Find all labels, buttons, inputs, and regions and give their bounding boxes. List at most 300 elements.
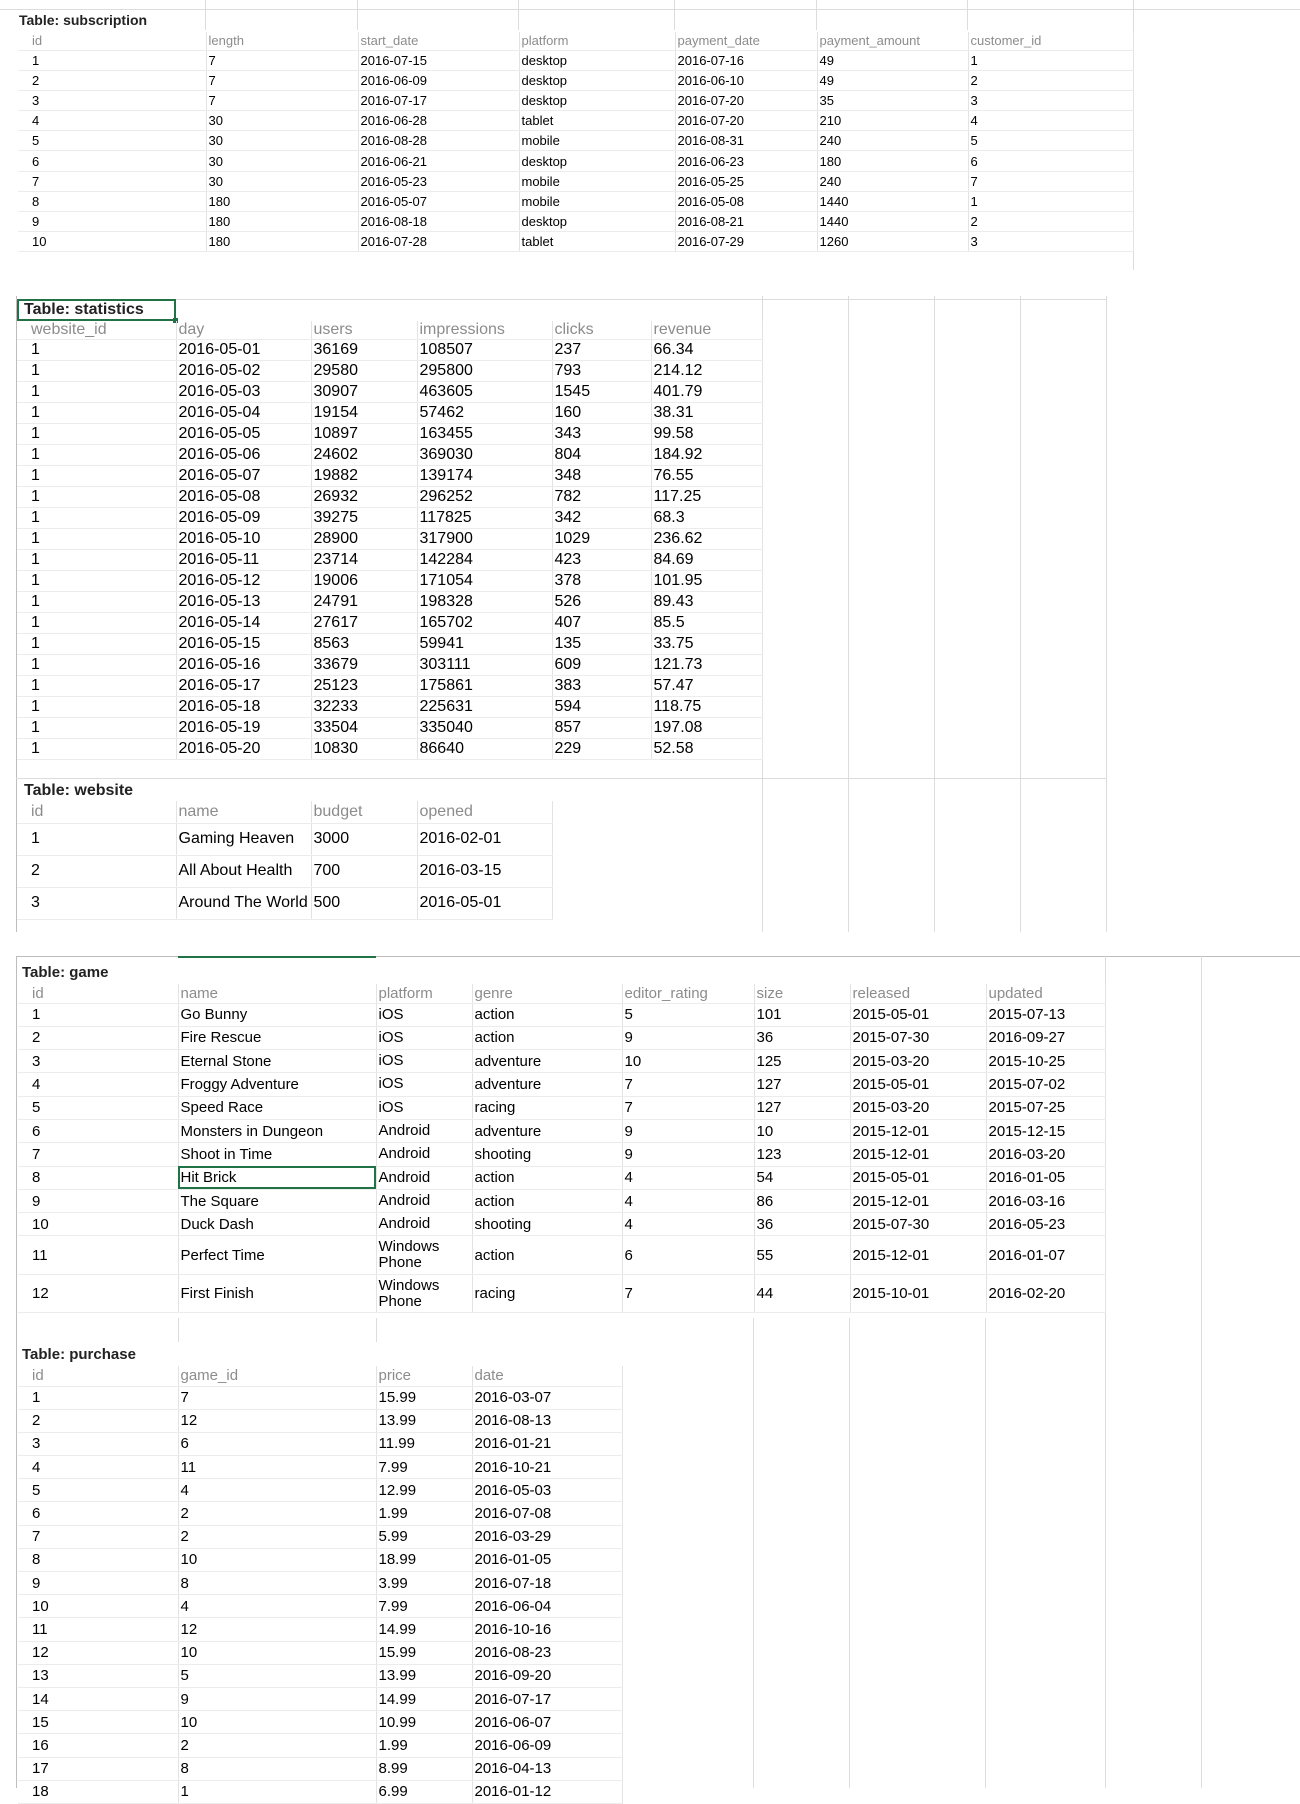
website-header-opened[interactable]: opened	[417, 801, 552, 823]
subscription-header-length[interactable]: length	[206, 32, 358, 50]
statistics-cell-users[interactable]: 19006	[311, 571, 417, 592]
game-cell-id[interactable]: 5	[18, 1096, 178, 1119]
website-cell-name[interactable]: Around The World	[176, 887, 311, 919]
statistics-cell-website-id[interactable]: 1	[17, 361, 176, 382]
game-cell-id[interactable]: 4	[18, 1073, 178, 1096]
purchase-cell-date[interactable]: 2016-09-20	[472, 1664, 622, 1687]
statistics-cell-clicks[interactable]: 229	[552, 739, 651, 760]
subscription-cell-payment-date[interactable]: 2016-07-20	[675, 111, 817, 131]
purchase-cell-price[interactable]: 15.99	[376, 1386, 472, 1409]
game-header-platform[interactable]: platform	[376, 984, 472, 1003]
game-cell-size[interactable]: 127	[754, 1096, 850, 1119]
subscription-cell-customer-id[interactable]: 6	[968, 151, 1133, 171]
game-cell-released[interactable]: 2015-07-30	[850, 1213, 986, 1236]
subscription-cell-platform[interactable]: desktop	[519, 151, 675, 171]
statistics-cell-impressions[interactable]: 303111	[417, 655, 552, 676]
subscription-cell-payment-date[interactable]: 2016-06-10	[675, 70, 817, 90]
game-cell-released[interactable]: 2015-05-01	[850, 1003, 986, 1026]
statistics-cell-clicks[interactable]: 594	[552, 697, 651, 718]
game-cell-updated[interactable]: 2016-05-23	[986, 1213, 1105, 1236]
statistics-cell-revenue[interactable]: 117.25	[651, 487, 762, 508]
purchase-cell-date[interactable]: 2016-04-13	[472, 1757, 622, 1780]
purchase-cell-date[interactable]: 2016-10-21	[472, 1456, 622, 1479]
statistics-cell-day[interactable]: 2016-05-05	[176, 424, 311, 445]
subscription-header-payment-amount[interactable]: payment_amount	[817, 32, 968, 50]
subscription-cell-id[interactable]: 8	[18, 191, 206, 211]
statistics-header-day[interactable]: day	[176, 321, 311, 340]
purchase-cell-game-id[interactable]: 8	[178, 1572, 376, 1595]
game-cell-platform[interactable]: iOS	[376, 1003, 472, 1026]
game-cell-size[interactable]: 44	[754, 1275, 850, 1313]
game-cell-platform[interactable]: Android	[376, 1119, 472, 1142]
game-cell-name[interactable]: Eternal Stone	[178, 1050, 376, 1073]
statistics-cell-revenue[interactable]: 38.31	[651, 403, 762, 424]
subscription-cell-length[interactable]: 30	[206, 111, 358, 131]
statistics-cell-day[interactable]: 2016-05-19	[176, 718, 311, 739]
game-cell-name[interactable]: Go Bunny	[178, 1003, 376, 1026]
game-cell-released[interactable]: 2015-12-01	[850, 1189, 986, 1212]
purchase-cell-game-id[interactable]: 12	[178, 1409, 376, 1432]
purchase-cell-date[interactable]: 2016-05-03	[472, 1479, 622, 1502]
statistics-cell-clicks[interactable]: 342	[552, 508, 651, 529]
subscription-cell-payment-date[interactable]: 2016-05-08	[675, 191, 817, 211]
subscription-cell-platform[interactable]: tablet	[519, 111, 675, 131]
game-cell-id[interactable]: 10	[18, 1213, 178, 1236]
purchase-cell-date[interactable]: 2016-08-13	[472, 1409, 622, 1432]
purchase-cell-price[interactable]: 13.99	[376, 1664, 472, 1687]
purchase-cell-game-id[interactable]: 10	[178, 1641, 376, 1664]
game-cell-released[interactable]: 2015-12-01	[850, 1143, 986, 1166]
statistics-cell-users[interactable]: 30907	[311, 382, 417, 403]
subscription-cell-payment-date[interactable]: 2016-06-23	[675, 151, 817, 171]
statistics-cell-website-id[interactable]: 1	[17, 592, 176, 613]
statistics-cell-revenue[interactable]: 184.92	[651, 445, 762, 466]
purchase-cell-date[interactable]: 2016-06-04	[472, 1595, 622, 1618]
subscription-cell-length[interactable]: 30	[206, 171, 358, 191]
game-cell-name[interactable]: Fire Rescue	[178, 1026, 376, 1049]
statistics-cell-impressions[interactable]: 108507	[417, 340, 552, 361]
statistics-cell-users[interactable]: 24602	[311, 445, 417, 466]
game-cell-released[interactable]: 2015-05-01	[850, 1073, 986, 1096]
purchase-header-date[interactable]: date	[472, 1366, 622, 1386]
subscription-cell-start-date[interactable]: 2016-08-28	[358, 131, 519, 151]
statistics-cell-users[interactable]: 33504	[311, 718, 417, 739]
purchase-cell-price[interactable]: 7.99	[376, 1595, 472, 1618]
statistics-cell-day[interactable]: 2016-05-15	[176, 634, 311, 655]
statistics-title[interactable]: Table: statistics	[24, 301, 144, 318]
purchase-cell-price[interactable]: 5.99	[376, 1525, 472, 1548]
game-cell-editor-rating[interactable]: 4	[622, 1189, 754, 1212]
purchase-cell-id[interactable]: 1	[18, 1386, 178, 1409]
statistics-cell-day[interactable]: 2016-05-08	[176, 487, 311, 508]
statistics-header-users[interactable]: users	[311, 321, 417, 340]
game-cell-genre[interactable]: adventure	[472, 1050, 622, 1073]
purchase-cell-date[interactable]: 2016-06-09	[472, 1734, 622, 1757]
game-cell-updated[interactable]: 2016-03-16	[986, 1189, 1105, 1212]
subscription-cell-customer-id[interactable]: 1	[968, 191, 1133, 211]
purchase-cell-price[interactable]: 13.99	[376, 1409, 472, 1432]
game-cell-id[interactable]: 11	[18, 1236, 178, 1275]
game-cell-editor-rating[interactable]: 5	[622, 1003, 754, 1026]
statistics-cell-users[interactable]: 25123	[311, 676, 417, 697]
subscription-cell-platform[interactable]: tablet	[519, 232, 675, 252]
statistics-header-impressions[interactable]: impressions	[417, 321, 552, 340]
purchase-cell-game-id[interactable]: 11	[178, 1456, 376, 1479]
purchase-cell-game-id[interactable]: 12	[178, 1618, 376, 1641]
game-cell-updated[interactable]: 2015-07-25	[986, 1096, 1105, 1119]
website-header-id[interactable]: id	[17, 801, 176, 823]
statistics-cell-revenue[interactable]: 197.08	[651, 718, 762, 739]
game-cell-genre[interactable]: racing	[472, 1275, 622, 1313]
statistics-cell-website-id[interactable]: 1	[17, 529, 176, 550]
subscription-cell-platform[interactable]: mobile	[519, 171, 675, 191]
purchase-cell-price[interactable]: 14.99	[376, 1618, 472, 1641]
statistics-cell-impressions[interactable]: 317900	[417, 529, 552, 550]
purchase-cell-price[interactable]: 1.99	[376, 1734, 472, 1757]
statistics-cell-website-id[interactable]: 1	[17, 655, 176, 676]
purchase-cell-id[interactable]: 13	[18, 1664, 178, 1687]
purchase-cell-price[interactable]: 8.99	[376, 1757, 472, 1780]
subscription-cell-start-date[interactable]: 2016-07-17	[358, 90, 519, 110]
statistics-cell-impressions[interactable]: 142284	[417, 550, 552, 571]
purchase-header-id[interactable]: id	[18, 1366, 178, 1386]
game-cell-genre[interactable]: racing	[472, 1096, 622, 1119]
statistics-cell-website-id[interactable]: 1	[17, 676, 176, 697]
subscription-cell-length[interactable]: 180	[206, 212, 358, 232]
statistics-cell-users[interactable]: 32233	[311, 697, 417, 718]
purchase-cell-game-id[interactable]: 2	[178, 1502, 376, 1525]
purchase-cell-game-id[interactable]: 2	[178, 1734, 376, 1757]
statistics-cell-clicks[interactable]: 378	[552, 571, 651, 592]
subscription-cell-payment-amount[interactable]: 210	[817, 111, 968, 131]
subscription-cell-customer-id[interactable]: 4	[968, 111, 1133, 131]
game-cell-genre[interactable]: shooting	[472, 1143, 622, 1166]
subscription-cell-payment-date[interactable]: 2016-07-29	[675, 232, 817, 252]
statistics-cell-impressions[interactable]: 59941	[417, 634, 552, 655]
game-cell-editor-rating[interactable]: 4	[622, 1213, 754, 1236]
statistics-cell-clicks[interactable]: 857	[552, 718, 651, 739]
subscription-cell-platform[interactable]: desktop	[519, 70, 675, 90]
statistics-cell-impressions[interactable]: 369030	[417, 445, 552, 466]
statistics-cell-website-id[interactable]: 1	[17, 718, 176, 739]
purchase-cell-date[interactable]: 2016-08-23	[472, 1641, 622, 1664]
subscription-cell-id[interactable]: 7	[18, 171, 206, 191]
purchase-header-game-id[interactable]: game_id	[178, 1366, 376, 1386]
subscription-cell-start-date[interactable]: 2016-06-28	[358, 111, 519, 131]
statistics-cell-day[interactable]: 2016-05-10	[176, 529, 311, 550]
subscription-cell-start-date[interactable]: 2016-05-23	[358, 171, 519, 191]
purchase-cell-id[interactable]: 10	[18, 1595, 178, 1618]
game-cell-size[interactable]: 10	[754, 1119, 850, 1142]
game-cell-released[interactable]: 2015-12-01	[850, 1119, 986, 1142]
website-cell-id[interactable]: 3	[17, 887, 176, 919]
statistics-cell-clicks[interactable]: 343	[552, 424, 651, 445]
game-cell-id[interactable]: 12	[18, 1275, 178, 1313]
purchase-cell-price[interactable]: 6.99	[376, 1780, 472, 1803]
game-cell-size[interactable]: 86	[754, 1189, 850, 1212]
game-cell-released[interactable]: 2015-03-20	[850, 1050, 986, 1073]
subscription-cell-length[interactable]: 7	[206, 70, 358, 90]
subscription-cell-id[interactable]: 4	[18, 111, 206, 131]
game-cell-id[interactable]: 1	[18, 1003, 178, 1026]
game-cell-platform[interactable]: Android	[376, 1143, 472, 1166]
purchase-cell-date[interactable]: 2016-01-21	[472, 1432, 622, 1455]
statistics-cell-revenue[interactable]: 99.58	[651, 424, 762, 445]
game-cell-editor-rating[interactable]: 4	[622, 1166, 754, 1189]
website-cell-budget[interactable]: 500	[311, 887, 417, 919]
game-cell-name[interactable]: Shoot in Time	[178, 1143, 376, 1166]
game-cell-released[interactable]: 2015-07-30	[850, 1026, 986, 1049]
website-cell-opened[interactable]: 2016-03-15	[417, 855, 552, 887]
statistics-cell-revenue[interactable]: 101.95	[651, 571, 762, 592]
subscription-cell-start-date[interactable]: 2016-05-07	[358, 191, 519, 211]
subscription-cell-payment-amount[interactable]: 1440	[817, 191, 968, 211]
subscription-cell-payment-date[interactable]: 2016-07-16	[675, 50, 817, 70]
statistics-header-clicks[interactable]: clicks	[552, 321, 651, 340]
purchase-cell-id[interactable]: 14	[18, 1687, 178, 1710]
game-cell-updated[interactable]: 2015-12-15	[986, 1119, 1105, 1142]
game-cell-updated[interactable]: 2016-01-07	[986, 1236, 1105, 1275]
statistics-cell-revenue[interactable]: 118.75	[651, 697, 762, 718]
subscription-cell-start-date[interactable]: 2016-06-21	[358, 151, 519, 171]
website-cell-name[interactable]: All About Health	[176, 855, 311, 887]
statistics-cell-day[interactable]: 2016-05-12	[176, 571, 311, 592]
game-cell-size[interactable]: 36	[754, 1213, 850, 1236]
game-cell-editor-rating[interactable]: 6	[622, 1236, 754, 1275]
purchase-cell-game-id[interactable]: 6	[178, 1432, 376, 1455]
statistics-cell-website-id[interactable]: 1	[17, 466, 176, 487]
website-header-name[interactable]: name	[176, 801, 311, 823]
statistics-cell-impressions[interactable]: 296252	[417, 487, 552, 508]
statistics-cell-website-id[interactable]: 1	[17, 739, 176, 760]
statistics-cell-clicks[interactable]: 1029	[552, 529, 651, 550]
statistics-cell-day[interactable]: 2016-05-17	[176, 676, 311, 697]
purchase-cell-id[interactable]: 11	[18, 1618, 178, 1641]
purchase-cell-game-id[interactable]: 9	[178, 1687, 376, 1710]
statistics-cell-revenue[interactable]: 401.79	[651, 382, 762, 403]
game-cell-updated[interactable]: 2016-09-27	[986, 1026, 1105, 1049]
purchase-cell-id[interactable]: 16	[18, 1734, 178, 1757]
statistics-cell-day[interactable]: 2016-05-18	[176, 697, 311, 718]
subscription-cell-start-date[interactable]: 2016-07-15	[358, 50, 519, 70]
subscription-cell-payment-amount[interactable]: 240	[817, 131, 968, 151]
statistics-cell-revenue[interactable]: 214.12	[651, 361, 762, 382]
subscription-header-platform[interactable]: platform	[519, 32, 675, 50]
subscription-cell-customer-id[interactable]: 2	[968, 70, 1133, 90]
statistics-cell-day[interactable]: 2016-05-03	[176, 382, 311, 403]
statistics-cell-users[interactable]: 33679	[311, 655, 417, 676]
game-cell-released[interactable]: 2015-12-01	[850, 1236, 986, 1275]
subscription-cell-customer-id[interactable]: 3	[968, 232, 1133, 252]
subscription-cell-payment-amount[interactable]: 180	[817, 151, 968, 171]
subscription-header-start-date[interactable]: start_date	[358, 32, 519, 50]
subscription-cell-platform[interactable]: desktop	[519, 212, 675, 232]
purchase-cell-game-id[interactable]: 7	[178, 1386, 376, 1409]
statistics-cell-revenue[interactable]: 76.55	[651, 466, 762, 487]
statistics-cell-impressions[interactable]: 225631	[417, 697, 552, 718]
game-cell-platform[interactable]: Android	[376, 1166, 472, 1189]
statistics-cell-revenue[interactable]: 52.58	[651, 739, 762, 760]
purchase-cell-date[interactable]: 2016-01-05	[472, 1548, 622, 1571]
statistics-cell-day[interactable]: 2016-05-13	[176, 592, 311, 613]
website-cell-name[interactable]: Gaming Heaven	[176, 823, 311, 855]
game-header-size[interactable]: size	[754, 984, 850, 1003]
purchase-cell-id[interactable]: 3	[18, 1432, 178, 1455]
game-cell-updated[interactable]: 2015-07-13	[986, 1003, 1105, 1026]
game-cell-updated[interactable]: 2016-01-05	[986, 1166, 1105, 1189]
purchase-cell-price[interactable]: 10.99	[376, 1711, 472, 1734]
purchase-cell-game-id[interactable]: 10	[178, 1548, 376, 1571]
statistics-cell-clicks[interactable]: 804	[552, 445, 651, 466]
purchase-cell-id[interactable]: 5	[18, 1479, 178, 1502]
game-cell-updated[interactable]: 2016-02-20	[986, 1275, 1105, 1313]
subscription-cell-length[interactable]: 30	[206, 151, 358, 171]
statistics-cell-users[interactable]: 8563	[311, 634, 417, 655]
game-cell-platform[interactable]: iOS	[376, 1050, 472, 1073]
statistics-cell-impressions[interactable]: 198328	[417, 592, 552, 613]
purchase-cell-id[interactable]: 18	[18, 1780, 178, 1803]
subscription-cell-customer-id[interactable]: 2	[968, 212, 1133, 232]
statistics-cell-revenue[interactable]: 121.73	[651, 655, 762, 676]
purchase-cell-price[interactable]: 7.99	[376, 1456, 472, 1479]
purchase-cell-id[interactable]: 2	[18, 1409, 178, 1432]
purchase-cell-id[interactable]: 7	[18, 1525, 178, 1548]
statistics-cell-clicks[interactable]: 348	[552, 466, 651, 487]
purchase-cell-game-id[interactable]: 8	[178, 1757, 376, 1780]
game-cell-editor-rating[interactable]: 9	[622, 1143, 754, 1166]
purchase-cell-game-id[interactable]: 4	[178, 1595, 376, 1618]
statistics-cell-impressions[interactable]: 163455	[417, 424, 552, 445]
purchase-cell-price[interactable]: 15.99	[376, 1641, 472, 1664]
statistics-cell-revenue[interactable]: 236.62	[651, 529, 762, 550]
purchase-cell-game-id[interactable]: 5	[178, 1664, 376, 1687]
game-cell-name[interactable]: Speed Race	[178, 1096, 376, 1119]
game-cell-editor-rating[interactable]: 7	[622, 1073, 754, 1096]
statistics-cell-users[interactable]: 26932	[311, 487, 417, 508]
statistics-cell-day[interactable]: 2016-05-16	[176, 655, 311, 676]
website-cell-budget[interactable]: 3000	[311, 823, 417, 855]
game-cell-size[interactable]: 127	[754, 1073, 850, 1096]
subscription-cell-payment-date[interactable]: 2016-08-31	[675, 131, 817, 151]
game-cell-editor-rating[interactable]: 7	[622, 1096, 754, 1119]
game-cell-editor-rating[interactable]: 9	[622, 1119, 754, 1142]
purchase-cell-date[interactable]: 2016-07-18	[472, 1572, 622, 1595]
statistics-cell-revenue[interactable]: 57.47	[651, 676, 762, 697]
purchase-cell-game-id[interactable]: 2	[178, 1525, 376, 1548]
statistics-cell-impressions[interactable]: 117825	[417, 508, 552, 529]
subscription-cell-customer-id[interactable]: 3	[968, 90, 1133, 110]
subscription-cell-payment-amount[interactable]: 240	[817, 171, 968, 191]
statistics-cell-day[interactable]: 2016-05-02	[176, 361, 311, 382]
subscription-cell-id[interactable]: 6	[18, 151, 206, 171]
statistics-cell-day[interactable]: 2016-05-20	[176, 739, 311, 760]
game-cell-genre[interactable]: action	[472, 1026, 622, 1049]
game-header-updated[interactable]: updated	[986, 984, 1105, 1003]
statistics-cell-revenue[interactable]: 66.34	[651, 340, 762, 361]
subscription-cell-payment-amount[interactable]: 49	[817, 50, 968, 70]
purchase-cell-price[interactable]: 11.99	[376, 1432, 472, 1455]
game-cell-genre[interactable]: shooting	[472, 1213, 622, 1236]
game-cell-name[interactable]: Duck Dash	[178, 1213, 376, 1236]
statistics-cell-clicks[interactable]: 423	[552, 550, 651, 571]
statistics-cell-website-id[interactable]: 1	[17, 571, 176, 592]
statistics-cell-impressions[interactable]: 295800	[417, 361, 552, 382]
statistics-cell-website-id[interactable]: 1	[17, 508, 176, 529]
statistics-cell-impressions[interactable]: 171054	[417, 571, 552, 592]
statistics-cell-website-id[interactable]: 1	[17, 697, 176, 718]
statistics-cell-clicks[interactable]: 526	[552, 592, 651, 613]
statistics-cell-website-id[interactable]: 1	[17, 382, 176, 403]
statistics-cell-users[interactable]: 10897	[311, 424, 417, 445]
statistics-cell-website-id[interactable]: 1	[17, 445, 176, 466]
statistics-cell-users[interactable]: 29580	[311, 361, 417, 382]
statistics-cell-day[interactable]: 2016-05-11	[176, 550, 311, 571]
game-cell-platform[interactable]: Windows Phone	[376, 1275, 472, 1313]
statistics-cell-day[interactable]: 2016-05-07	[176, 466, 311, 487]
game-header-name[interactable]: name	[178, 984, 376, 1003]
statistics-cell-clicks[interactable]: 160	[552, 403, 651, 424]
statistics-cell-users[interactable]: 28900	[311, 529, 417, 550]
subscription-cell-start-date[interactable]: 2016-08-18	[358, 212, 519, 232]
statistics-cell-impressions[interactable]: 463605	[417, 382, 552, 403]
statistics-cell-website-id[interactable]: 1	[17, 424, 176, 445]
game-header-editor-rating[interactable]: editor_rating	[622, 984, 754, 1003]
purchase-cell-date[interactable]: 2016-07-08	[472, 1502, 622, 1525]
game-cell-platform[interactable]: iOS	[376, 1096, 472, 1119]
game-cell-genre[interactable]: action	[472, 1166, 622, 1189]
statistics-cell-day[interactable]: 2016-05-01	[176, 340, 311, 361]
game-cell-genre[interactable]: adventure	[472, 1119, 622, 1142]
subscription-cell-customer-id[interactable]: 1	[968, 50, 1133, 70]
game-header-released[interactable]: released	[850, 984, 986, 1003]
purchase-cell-id[interactable]: 4	[18, 1456, 178, 1479]
website-cell-budget[interactable]: 700	[311, 855, 417, 887]
purchase-cell-game-id[interactable]: 10	[178, 1711, 376, 1734]
website-cell-id[interactable]: 1	[17, 823, 176, 855]
game-cell-editor-rating[interactable]: 10	[622, 1050, 754, 1073]
statistics-cell-revenue[interactable]: 89.43	[651, 592, 762, 613]
game-cell-platform[interactable]: iOS	[376, 1026, 472, 1049]
subscription-header-id[interactable]: id	[18, 32, 206, 50]
subscription-cell-id[interactable]: 10	[18, 232, 206, 252]
statistics-cell-users[interactable]: 39275	[311, 508, 417, 529]
subscription-cell-start-date[interactable]: 2016-06-09	[358, 70, 519, 90]
statistics-cell-impressions[interactable]: 86640	[417, 739, 552, 760]
purchase-cell-id[interactable]: 9	[18, 1572, 178, 1595]
subscription-cell-payment-date[interactable]: 2016-07-20	[675, 90, 817, 110]
statistics-cell-users[interactable]: 27617	[311, 613, 417, 634]
purchase-cell-id[interactable]: 8	[18, 1548, 178, 1571]
statistics-cell-clicks[interactable]: 793	[552, 361, 651, 382]
subscription-cell-platform[interactable]: mobile	[519, 131, 675, 151]
game-header-genre[interactable]: genre	[472, 984, 622, 1003]
statistics-cell-website-id[interactable]: 1	[17, 550, 176, 571]
statistics-cell-day[interactable]: 2016-05-09	[176, 508, 311, 529]
game-cell-name[interactable]: Hit Brick	[178, 1166, 376, 1189]
subscription-cell-id[interactable]: 5	[18, 131, 206, 151]
game-cell-id[interactable]: 3	[18, 1050, 178, 1073]
game-cell-size[interactable]: 54	[754, 1166, 850, 1189]
statistics-cell-revenue[interactable]: 33.75	[651, 634, 762, 655]
game-cell-size[interactable]: 125	[754, 1050, 850, 1073]
statistics-cell-clicks[interactable]: 1545	[552, 382, 651, 403]
subscription-cell-start-date[interactable]: 2016-07-28	[358, 232, 519, 252]
statistics-cell-clicks[interactable]: 383	[552, 676, 651, 697]
statistics-cell-impressions[interactable]: 165702	[417, 613, 552, 634]
statistics-cell-revenue[interactable]: 84.69	[651, 550, 762, 571]
subscription-cell-payment-amount[interactable]: 1440	[817, 212, 968, 232]
game-cell-genre[interactable]: action	[472, 1189, 622, 1212]
